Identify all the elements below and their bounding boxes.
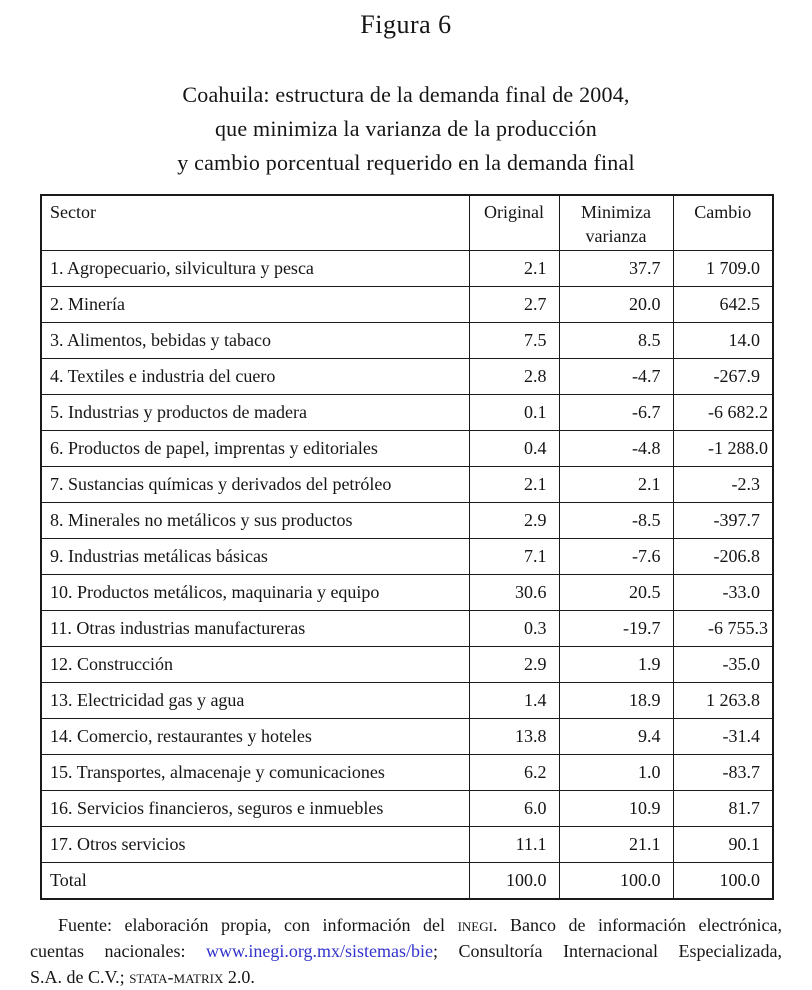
minimiza-cell: -4.8 [559, 431, 673, 467]
minimiza-cell: 37.7 [559, 251, 673, 287]
source-text: Fuente: elaboración propia, con información del [58, 915, 458, 935]
cambio-cell: -6 682.2 [673, 395, 773, 431]
subtitle-line-3: y cambio porcentual requerido en la demanda final [177, 150, 635, 175]
sector-cell: 1. Agropecuario, silvicultura y pesca [41, 251, 469, 287]
sector-cell: 7. Sustancias químicas y derivados del petróleo [41, 467, 469, 503]
table-row [41, 287, 773, 323]
page [0, 10, 812, 987]
minimiza-cell: 18.9 [559, 683, 673, 719]
sector-cell: 5. Industrias y productos de madera [41, 395, 469, 431]
original-cell: 2.9 [469, 647, 559, 683]
original-cell: 2.1 [469, 251, 559, 287]
table-row [41, 719, 773, 755]
subtitle-line-1: Coahuila: estructura de la demanda final de 2004, [182, 82, 630, 107]
sector-cell: 3. Alimentos, bebidas y tabaco [41, 323, 469, 359]
cambio-cell: -206.8 [673, 539, 773, 575]
original-cell: 0.4 [469, 431, 559, 467]
original-cell: 2.1 [469, 467, 559, 503]
total-minimiza-cell: 100.0 [559, 863, 673, 900]
original-cell: 11.1 [469, 827, 559, 863]
source-note-line-1 [30, 912, 782, 938]
total-original-cell: 100.0 [469, 863, 559, 900]
original-cell: 7.1 [469, 539, 559, 575]
cambio-cell: -35.0 [673, 647, 773, 683]
column-header-cambio: Cambio [673, 195, 773, 251]
table-row [41, 539, 773, 575]
cambio-cell: -2.3 [673, 467, 773, 503]
sector-cell: 8. Minerales no metálicos y sus productos [41, 503, 469, 539]
inegi-link[interactable]: www.inegi.org.mx/sistemas/bie [206, 941, 433, 961]
cambio-cell: 90.1 [673, 827, 773, 863]
source-text: ; Consultoría Internacional Especializada, [433, 941, 782, 961]
cambio-cell: 81.7 [673, 791, 773, 827]
minimiza-cell: 8.5 [559, 323, 673, 359]
cambio-cell: 14.0 [673, 323, 773, 359]
original-cell: 6.0 [469, 791, 559, 827]
table-row [41, 575, 773, 611]
minimiza-cell: -4.7 [559, 359, 673, 395]
column-header-sector: Sector [41, 195, 469, 251]
original-cell: 13.8 [469, 719, 559, 755]
table-row [41, 395, 773, 431]
original-cell: 2.7 [469, 287, 559, 323]
original-cell: 0.3 [469, 611, 559, 647]
original-cell: 30.6 [469, 575, 559, 611]
table-row [41, 827, 773, 863]
minimiza-cell: 10.9 [559, 791, 673, 827]
minimiza-cell: 9.4 [559, 719, 673, 755]
sector-cell: 17. Otros servicios [41, 827, 469, 863]
table-row [41, 791, 773, 827]
minimiza-cell: -6.7 [559, 395, 673, 431]
table-row [41, 755, 773, 791]
cambio-cell: 1 709.0 [673, 251, 773, 287]
total-label-cell: Total [41, 863, 469, 900]
source-text: 2.0. [223, 967, 255, 987]
sector-cell: 9. Industrias metálicas básicas [41, 539, 469, 575]
cambio-cell: -33.0 [673, 575, 773, 611]
column-header-original: Original [469, 195, 559, 251]
minimiza-cell: 20.0 [559, 287, 673, 323]
stata-matrix-acronym: stata-matrix [129, 967, 224, 987]
minimiza-cell: 1.0 [559, 755, 673, 791]
table-row [41, 323, 773, 359]
cambio-cell: -6 755.3 [673, 611, 773, 647]
original-cell: 2.9 [469, 503, 559, 539]
table-row [41, 251, 773, 287]
figure-subtitle [0, 78, 812, 180]
data-table [40, 194, 774, 900]
original-cell: 2.8 [469, 359, 559, 395]
minimiza-cell: -19.7 [559, 611, 673, 647]
sector-cell: 10. Productos metálicos, maquinaria y equipo [41, 575, 469, 611]
header-row [41, 195, 773, 251]
sector-cell: 11. Otras industrias manufactureras [41, 611, 469, 647]
original-cell: 1.4 [469, 683, 559, 719]
source-text: . Banco de información electrónica, [492, 915, 782, 935]
table-row [41, 467, 773, 503]
table-row [41, 359, 773, 395]
source-note [30, 912, 782, 990]
table-row [41, 431, 773, 467]
cambio-cell: -83.7 [673, 755, 773, 791]
cambio-cell: -1 288.0 [673, 431, 773, 467]
cambio-cell: -397.7 [673, 503, 773, 539]
cambio-cell: -31.4 [673, 719, 773, 755]
sector-cell: 6. Productos de papel, imprentas y editoriales [41, 431, 469, 467]
table-row [41, 683, 773, 719]
minimiza-cell: 20.5 [559, 575, 673, 611]
sector-cell: 4. Textiles e industria del cuero [41, 359, 469, 395]
source-note-line-3 [30, 964, 782, 990]
source-text: cuentas nacionales: [30, 941, 207, 961]
table-row [41, 611, 773, 647]
minimiza-cell: 1.9 [559, 647, 673, 683]
original-cell: 7.5 [469, 323, 559, 359]
inegi-acronym: inegi [457, 915, 493, 935]
minimiza-cell: -8.5 [559, 503, 673, 539]
column-header-minimiza-varianza: Minimiza varianza [559, 195, 673, 251]
sector-cell: 13. Electricidad gas y agua [41, 683, 469, 719]
sector-cell: 16. Servicios financieros, seguros e inmuebles [41, 791, 469, 827]
sector-cell: 12. Construcción [41, 647, 469, 683]
cambio-cell: 642.5 [673, 287, 773, 323]
original-cell: 6.2 [469, 755, 559, 791]
total-row [41, 863, 773, 900]
table-row [41, 647, 773, 683]
cambio-cell: 1 263.8 [673, 683, 773, 719]
minimiza-cell: 21.1 [559, 827, 673, 863]
sector-cell: 14. Comercio, restaurantes y hoteles [41, 719, 469, 755]
subtitle-line-2: que minimiza la varianza de la producción [214, 116, 598, 141]
cambio-cell: -267.9 [673, 359, 773, 395]
original-cell: 0.1 [469, 395, 559, 431]
source-text: S.A. de C.V.; [30, 967, 130, 987]
sector-cell: 2. Minería [41, 287, 469, 323]
sector-cell: 15. Transportes, almacenaje y comunicaciones [41, 755, 469, 791]
table-row [41, 503, 773, 539]
total-cambio-cell: 100.0 [673, 863, 773, 900]
minimiza-cell: -7.6 [559, 539, 673, 575]
source-note-line-2 [30, 938, 782, 964]
minimiza-cell: 2.1 [559, 467, 673, 503]
figure-label: Figura 6 [360, 10, 452, 39]
